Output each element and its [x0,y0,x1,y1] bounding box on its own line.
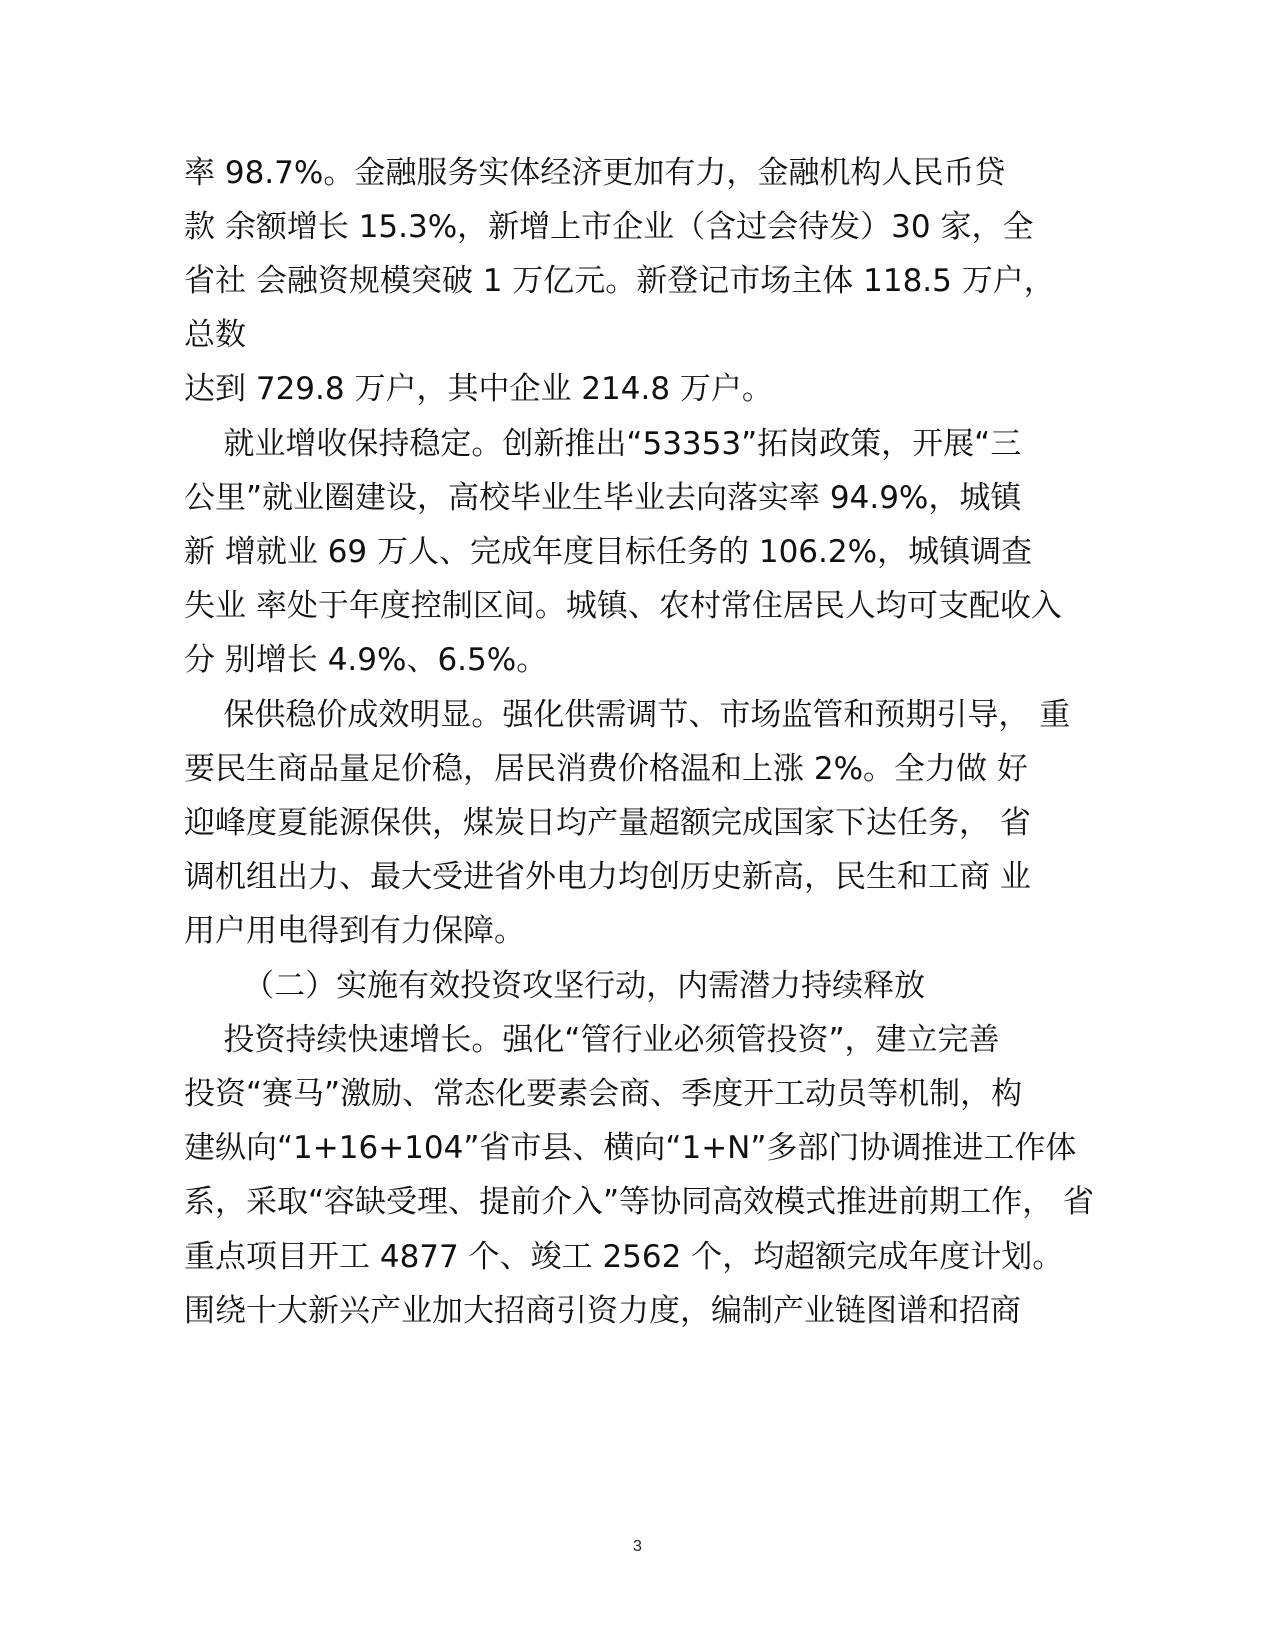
text-line: 率 98.7%。金融服务实体经济更加有力，金融机构人民币贷 [184,155,1006,191]
text-line: 失业 率处于年度控制区间。城镇、农村常住居民人均可支配收入 [184,588,1062,624]
text-line: 款 余额增长 15.3%，新增上市企业（含过会待发）30 家，全 [184,209,1034,245]
section-heading: （二）实施有效投资攻坚行动，内需潜力持续释放 [184,968,926,1004]
text-line: 保供稳价成效明显。强化供需调节、市场监管和预期引导， 重 [184,697,1071,733]
text-line: 重点项目开工 4877 个、竣工 2562 个，均超额完成年度计划。 [184,1239,1064,1275]
text-line: 就业增收保持稳定。创新推出“53353”拓岗政策，开展“三 [184,426,1022,462]
text-line: 省社 会融资规模突破 1 万亿元。新登记市场主体 118.5 万户， [184,263,1055,299]
text-line: 围绕十大新兴产业加大招商引资力度，编制产业链图谱和招商 [184,1293,1021,1329]
text-line: 总数 [184,317,246,353]
text-line: 系，采取“容缺受理、提前介入”等协同高效模式推进前期工作， 省 [184,1184,1094,1220]
text-line: 新 增就业 69 万人、完成年度目标任务的 106.2%，城镇调查 [184,534,1033,570]
text-line: 用户用电得到有力保障。 [184,913,525,949]
text-line: 调机组出力、最大受进省外电力均创历史新高，民生和工商 业 [184,859,1031,895]
text-line: 建纵向“1+16+104”省市县、横向“1+N”多部门协调推进工作体 [184,1130,1077,1166]
text-line: 达到 729.8 万户，其中企业 214.8 万户。 [184,371,773,407]
text-line: 迎峰度夏能源保供，煤炭日均产量超额完成国家下达任务， 省 [184,805,1031,841]
text-line: 投资“赛马”激励、常态化要素会商、季度开工动员等机制，构 [184,1076,1023,1112]
page-number: 3 [633,1538,642,1555]
text-line: 公里”就业圈建设，高校毕业生毕业去向落实率 94.9%，城镇 [184,480,1022,516]
text-line: 投资持续快速增长。强化“管行业必须管投资”，建立完善 [184,1022,1000,1058]
text-line: 要民生商品量足价稳，居民消费价格温和上涨 2%。全力做 好 [184,751,1028,787]
text-line: 分 别增长 4.9%、6.5%。 [184,642,548,678]
